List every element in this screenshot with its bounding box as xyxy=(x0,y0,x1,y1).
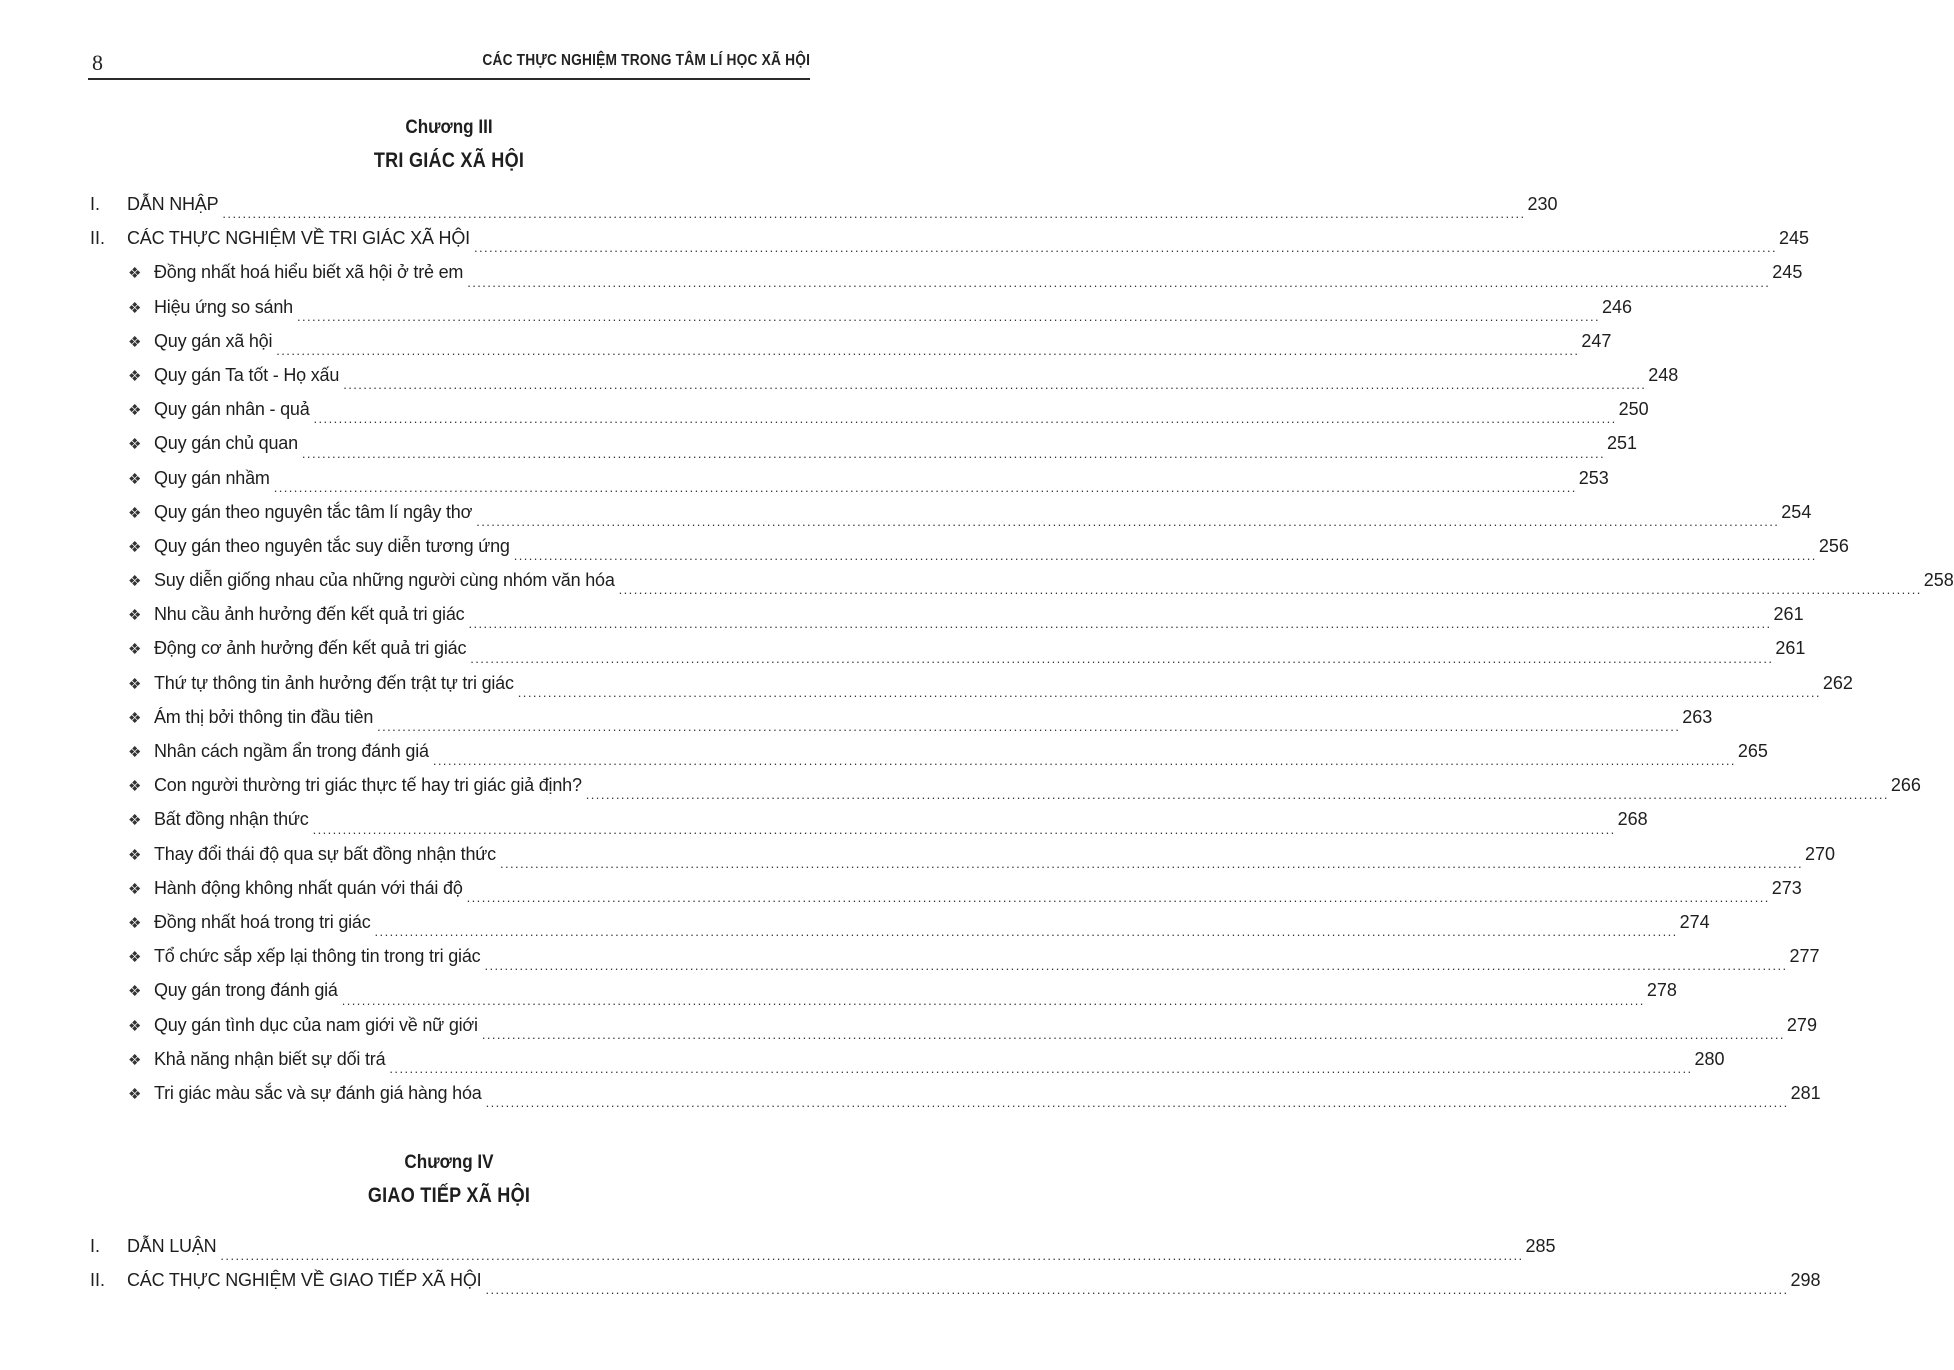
toc-subentry xyxy=(90,467,1609,502)
dot-leader: .................................................................................................................................................................................................................................................................... xyxy=(466,889,1770,905)
chapter-4-toc xyxy=(90,1236,1821,1304)
entry-title: Nhân cách ngầm ẩn trong đánh giá xyxy=(154,741,429,761)
chapter-name: TRI GIÁC XÃ HỘI xyxy=(373,149,525,172)
four-diamond-bullet-icon: ❖ xyxy=(128,641,142,659)
toc-subentry xyxy=(90,501,1812,536)
four-diamond-bullet-icon: ❖ xyxy=(128,538,142,556)
four-diamond-bullet-icon: ❖ xyxy=(128,436,142,454)
toc-subentry xyxy=(90,946,1820,980)
four-diamond-bullet-icon: ❖ xyxy=(128,778,142,796)
entry-page-number: 268 xyxy=(1617,809,1648,830)
four-diamond-bullet-icon: ❖ xyxy=(128,709,142,727)
entry-title: Nhu cầu ảnh hưởng đến kết quả tri giác xyxy=(154,604,465,625)
entry-title: DẪN LUẬN xyxy=(127,1236,217,1256)
entry-title: CÁC THỰC NGHIỆM VỀ TRI GIÁC XÃ HỘI xyxy=(127,228,470,249)
four-diamond-bullet-icon: ❖ xyxy=(128,1085,142,1103)
toc-section xyxy=(90,1270,1821,1304)
toc-subentry xyxy=(90,843,1836,878)
four-diamond-bullet-icon: ❖ xyxy=(128,367,142,385)
entry-page-number: 263 xyxy=(1682,706,1713,727)
entry-title: Đồng nhất hoá trong tri giác xyxy=(154,911,371,932)
chapter-3-toc xyxy=(90,194,1954,1117)
four-diamond-bullet-icon: ❖ xyxy=(128,949,142,967)
four-diamond-bullet-icon: ❖ xyxy=(128,812,142,830)
dot-leader: .................................................................................................................................................................................................................................................................... xyxy=(374,924,1678,940)
four-diamond-bullet-icon: ❖ xyxy=(128,607,142,625)
toc-subentry xyxy=(90,330,1612,365)
entry-page-number: 253 xyxy=(1578,467,1609,488)
dot-leader: .................................................................................................................................................................................................................................................................... xyxy=(273,479,1577,495)
toc-subentry xyxy=(90,706,1713,741)
dot-leader: .................................................................................................................................................................................................................................................................... xyxy=(513,548,1817,564)
chapter-label: Chương IV xyxy=(404,1152,494,1173)
toc-subentry xyxy=(90,877,1802,912)
toc-subentry xyxy=(90,604,1804,638)
four-diamond-bullet-icon: ❖ xyxy=(128,880,142,898)
toc-subentry xyxy=(90,399,1649,433)
four-diamond-bullet-icon: ❖ xyxy=(128,504,142,522)
four-diamond-bullet-icon: ❖ xyxy=(128,983,142,1001)
dot-leader: .................................................................................................................................................................................................................................................................... xyxy=(485,1095,1789,1111)
entry-page-number: 250 xyxy=(1618,399,1649,420)
toc-subentry xyxy=(90,672,1853,707)
dot-leader: .................................................................................................................................................................................................................................................................... xyxy=(476,513,1780,529)
dot-leader: .................................................................................................................................................................................................................................................................... xyxy=(585,787,1889,803)
entry-title: Quy gán Ta tốt - Họ xấu xyxy=(154,364,340,385)
entry-title: Quy gán tình dục của nam giới về nữ giới xyxy=(154,1014,478,1035)
entry-title: Quy gán theo nguyên tắc tâm lí ngây thơ xyxy=(154,501,473,522)
chapter-3-heading xyxy=(88,117,810,173)
dot-leader: .................................................................................................................................................................................................................................................................... xyxy=(485,1282,1789,1298)
toc-subentry xyxy=(90,364,1679,399)
section-number: II. xyxy=(90,1270,106,1291)
running-title: CÁC THỰC NGHIỆM TRONG TÂM LÍ HỌC XÃ HỘI xyxy=(482,52,810,69)
entry-title: CÁC THỰC NGHIỆM VỀ GIAO TIẾP XÃ HỘI xyxy=(127,1270,482,1291)
toc-subentry xyxy=(90,980,1677,1014)
dot-leader: .................................................................................................................................................................................................................................................................... xyxy=(481,1026,1785,1042)
entry-page-number: 256 xyxy=(1818,535,1849,556)
dot-leader: .................................................................................................................................................................................................................................................................... xyxy=(468,616,1772,632)
section-number: II. xyxy=(90,228,106,249)
toc-section xyxy=(90,194,1558,228)
toc-subentry xyxy=(90,296,1633,331)
entry-title: Quy gán nhầm xyxy=(154,467,270,488)
chapter-name: GIAO TIẾP XÃ HỘI xyxy=(367,1184,531,1207)
four-diamond-bullet-icon: ❖ xyxy=(128,265,142,283)
dot-leader: .................................................................................................................................................................................................................................................................... xyxy=(222,206,1526,222)
four-diamond-bullet-icon: ❖ xyxy=(128,914,142,932)
four-diamond-bullet-icon: ❖ xyxy=(128,470,142,488)
dot-leader: .................................................................................................................................................................................................................................................................... xyxy=(296,308,1601,324)
dot-leader: .................................................................................................................................................................................................................................................................... xyxy=(467,274,1771,290)
entry-page-number: 279 xyxy=(1786,1014,1817,1035)
toc-subentry xyxy=(90,535,1849,570)
entry-page-number: 245 xyxy=(1772,262,1803,283)
entry-page-number: 262 xyxy=(1822,672,1853,693)
entry-page-number: 246 xyxy=(1602,296,1633,317)
four-diamond-bullet-icon: ❖ xyxy=(128,1051,142,1069)
entry-title: Quy gán theo nguyên tắc suy diễn tương ứng xyxy=(154,535,510,556)
entry-title: Quy gán chủ quan xyxy=(154,433,298,454)
dot-leader: .................................................................................................................................................................................................................................................................... xyxy=(377,719,1681,734)
entry-page-number: 230 xyxy=(1527,194,1558,214)
entry-page-number: 245 xyxy=(1779,228,1810,249)
dot-leader: .................................................................................................................................................................................................................................................................... xyxy=(618,582,1922,598)
entry-page-number: 261 xyxy=(1775,638,1806,659)
entry-title: Đồng nhất hoá hiểu biết xã hội ở trẻ em xyxy=(154,262,464,283)
entry-title: Thứ tự thông tin ảnh hưởng đến trật tự tri giác xyxy=(154,672,514,693)
toc-section xyxy=(90,228,1810,262)
four-diamond-bullet-icon: ❖ xyxy=(128,744,142,761)
entry-title: Quy gán xã hội xyxy=(154,330,273,351)
four-diamond-bullet-icon: ❖ xyxy=(128,675,142,693)
entry-title: Tổ chức sắp xếp lại thông tin trong tri giác xyxy=(154,946,481,967)
dot-leader: .................................................................................................................................................................................................................................................................... xyxy=(220,1248,1524,1264)
toc-subentry xyxy=(90,262,1803,296)
entry-title: Ám thị bởi thông tin đầu tiên xyxy=(154,706,374,727)
dot-leader: .................................................................................................................................................................................................................................................................... xyxy=(484,958,1788,974)
toc-subentry xyxy=(90,1014,1817,1049)
dot-leader: .................................................................................................................................................................................................................................................................... xyxy=(312,821,1616,837)
entry-title: Suy diễn giống nhau của những người cùng nhóm văn hóa xyxy=(154,570,615,591)
dot-leader: .................................................................................................................................................................................................................................................................... xyxy=(313,411,1617,427)
dot-leader: .................................................................................................................................................................................................................................................................... xyxy=(470,650,1774,666)
four-diamond-bullet-icon: ❖ xyxy=(128,299,142,317)
toc-section xyxy=(90,1236,1556,1270)
four-diamond-bullet-icon: ❖ xyxy=(128,846,142,864)
toc-subentry xyxy=(90,911,1710,946)
section-number: I. xyxy=(90,194,101,214)
entry-page-number: 270 xyxy=(1805,843,1836,864)
dot-leader: .................................................................................................................................................................................................................................................................... xyxy=(517,684,1821,700)
four-diamond-bullet-icon: ❖ xyxy=(128,333,142,351)
entry-page-number: 285 xyxy=(1525,1236,1556,1256)
entry-page-number: 248 xyxy=(1648,364,1679,385)
entry-page-number: 273 xyxy=(1771,877,1802,898)
page-header xyxy=(88,48,810,80)
dot-leader: .................................................................................................................................................................................................................................................................... xyxy=(341,992,1645,1008)
entry-page-number: 266 xyxy=(1890,775,1921,796)
dot-leader: .................................................................................................................................................................................................................................................................... xyxy=(499,855,1804,871)
toc-subentry xyxy=(90,1048,1725,1083)
entry-page-number: 254 xyxy=(1781,501,1812,522)
entry-title: Động cơ ảnh hưởng đến kết quả tri giác xyxy=(154,638,467,659)
four-diamond-bullet-icon: ❖ xyxy=(128,573,142,591)
chapter-4-heading xyxy=(88,1152,810,1208)
dot-leader: .................................................................................................................................................................................................................................................................... xyxy=(301,445,1605,461)
toc-subentry xyxy=(90,638,1806,672)
entry-title: Quy gán trong đánh giá xyxy=(154,980,338,1001)
dot-leader: .................................................................................................................................................................................................................................................................... xyxy=(432,753,1736,769)
entry-page-number: 280 xyxy=(1694,1048,1725,1069)
entry-title: Tri giác màu sắc và sự đánh giá hàng hóa xyxy=(154,1082,482,1103)
entry-title: Quy gán nhân - quả xyxy=(154,399,310,420)
entry-page-number: 258 xyxy=(1923,570,1954,591)
entry-page-number: 251 xyxy=(1607,433,1638,454)
dot-leader: .................................................................................................................................................................................................................................................................... xyxy=(473,240,1778,256)
entry-page-number: 277 xyxy=(1789,946,1820,967)
entry-title: Thay đổi thái độ qua sự bất đồng nhận thức xyxy=(154,843,496,864)
entry-title: Hiệu ứng so sánh xyxy=(154,296,293,317)
page-number: 8 xyxy=(92,50,103,75)
entry-title: Bất đồng nhận thức xyxy=(154,809,309,830)
entry-page-number: 247 xyxy=(1581,330,1612,351)
entry-page-number: 265 xyxy=(1737,741,1768,761)
toc-subentry xyxy=(90,775,1921,809)
four-diamond-bullet-icon: ❖ xyxy=(128,1017,142,1035)
entry-title: Khả năng nhận biết sự dối trá xyxy=(154,1048,386,1069)
section-number: I. xyxy=(90,1236,101,1256)
entry-title: Hành động không nhất quán với thái độ xyxy=(154,877,463,898)
entry-page-number: 281 xyxy=(1790,1082,1821,1103)
toc-subentry xyxy=(90,809,1648,843)
four-diamond-bullet-icon: ❖ xyxy=(128,402,142,420)
toc-subentry xyxy=(90,741,1768,775)
entry-page-number: 261 xyxy=(1773,604,1804,625)
dot-leader: .................................................................................................................................................................................................................................................................... xyxy=(389,1060,1693,1076)
toc-subentry xyxy=(90,433,1638,467)
entry-page-number: 298 xyxy=(1790,1270,1821,1291)
toc-subentry xyxy=(90,1082,1821,1117)
entry-title: Con người thường tri giác thực tế hay tri giác giả định? xyxy=(154,775,582,796)
entry-page-number: 274 xyxy=(1679,911,1710,932)
dot-leader: .................................................................................................................................................................................................................................................................... xyxy=(276,342,1580,358)
dot-leader: .................................................................................................................................................................................................................................................................... xyxy=(343,377,1647,393)
toc-subentry xyxy=(90,570,1954,604)
entry-title: DẪN NHẬP xyxy=(127,194,219,214)
chapter-label: Chương III xyxy=(405,117,493,138)
entry-page-number: 278 xyxy=(1646,980,1677,1001)
